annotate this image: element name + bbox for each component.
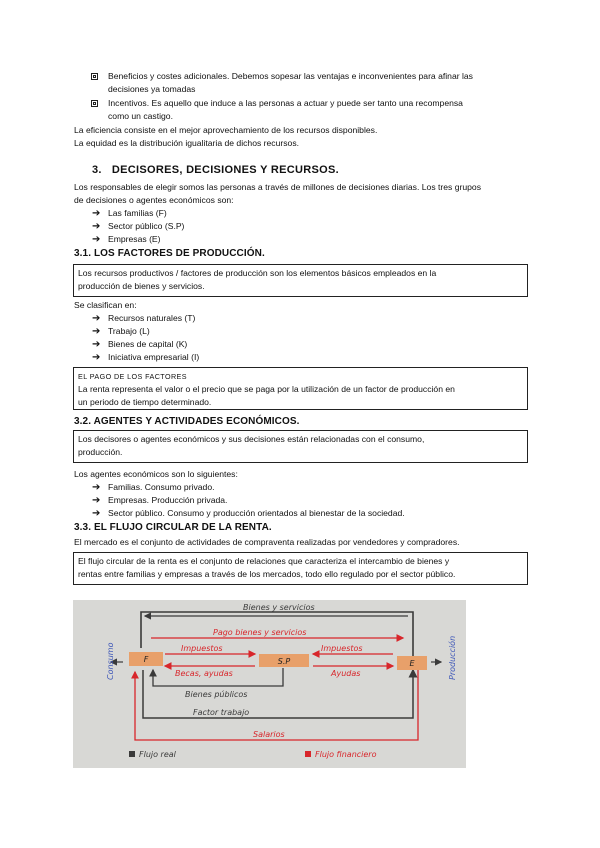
arrow-right-icon: ➔ [92, 482, 101, 493]
definition-box [73, 264, 528, 297]
list-item: ➔ Iniciativa empresarial (I) [92, 352, 200, 363]
bullet-line: Incentivos. Es aquello que induce a las personas a actuar y puede ser tanto una recompensa [108, 98, 463, 108]
para-line: Los responsables de elegir somos las personas a través de millones de decisiones diarias. Los tres grupos [74, 182, 481, 192]
arrow-right-icon: ➔ [92, 208, 101, 219]
arrow-right-icon: ➔ [92, 313, 101, 324]
list-item: ➔ Familias. Consumo privado. [92, 482, 215, 493]
box-line: producción de bienes y servicios. [78, 281, 205, 292]
bullet-line: Beneficios y costes adicionales. Debemos sopesar las ventajas e inconvenientes para afinar las [108, 71, 473, 81]
arrow-right-icon: ➔ [92, 339, 101, 350]
bullet-line: como un castigo. [108, 111, 173, 122]
flujo-box [73, 552, 528, 585]
legend-fin-label: Flujo financiero [315, 750, 377, 759]
list-item: ➔ Trabajo (L) [92, 326, 150, 337]
label-factor-trabajo: Factor trabajo [193, 708, 250, 717]
bullet-text [108, 97, 528, 123]
classify-lead: Se clasifican en: [74, 300, 137, 310]
circular-flow-diagram [73, 600, 466, 768]
label-impuestos-left: Impuestos [181, 644, 223, 653]
para-line: de decisiones o agentes económicos son: [74, 195, 234, 206]
section-3-1-heading: 3.1. LOS FACTORES DE PRODUCCIÓN. [74, 248, 265, 259]
node-f-label: F [143, 655, 149, 664]
list-item: ➔ Sector público (S.P) [92, 221, 185, 232]
list-item: ➔ Empresas. Producción privada. [92, 495, 228, 506]
box-line: rentas entre familias y empresas a través de los mercados, todo ello regulado por el sector público. [78, 569, 456, 580]
label-ayudas: Ayudas [331, 669, 361, 678]
bullet-square-icon [91, 73, 98, 80]
bullet-text [108, 70, 528, 96]
node-e-label: E [409, 659, 415, 668]
bullet-square-icon [91, 100, 98, 107]
label-produccion: Producción [448, 635, 457, 680]
label-pago: Pago bienes y servicios [213, 628, 307, 637]
section-number: 3. [92, 164, 102, 176]
list-item: ➔ Las familias (F) [92, 208, 167, 219]
section-3-paragraph [74, 181, 528, 207]
list-item: ➔ Recursos naturales (T) [92, 313, 196, 324]
mercado-lead: El mercado es el conjunto de actividades de compraventa realizadas por vendedores y compradores. [74, 537, 460, 547]
arrow-right-icon: ➔ [92, 352, 101, 363]
paper-background [73, 600, 466, 768]
arrow-right-icon: ➔ [92, 221, 101, 232]
box-line: Los decisores o agentes económicos y sus decisiones están relacionadas con el consumo, [78, 434, 425, 444]
label-bienes-servicios: Bienes y servicios [243, 603, 315, 612]
box-line: producción. [78, 447, 123, 458]
label-salarios: Salarios [253, 730, 285, 739]
list-item: ➔ Empresas (E) [92, 234, 161, 245]
label-bienes-publicos: Bienes públicos [185, 690, 248, 699]
label-impuestos-right: Impuestos [321, 644, 363, 653]
node-sp-label: S.P [277, 657, 291, 666]
agentes-lead: Los agentes económicos son lo siguientes: [74, 469, 238, 479]
box-line: El flujo circular de la renta es el conjunto de relaciones que caracteriza el intercambio de bienes y [78, 556, 450, 566]
box-line: un periodo de tiempo determinado. [78, 397, 212, 408]
arrow-right-icon: ➔ [92, 508, 101, 519]
section-title: DECISORES, DECISIONES Y RECURSOS. [111, 164, 339, 176]
legend-fin-swatch [305, 751, 311, 757]
section-3-heading [92, 164, 339, 177]
intro-equidad: La equidad es la distribución igualitaria de dichos recursos. [74, 138, 300, 148]
pago-factores-box [73, 367, 528, 410]
intro-eficiencia: La eficiencia consiste en el mejor aprovechamiento de los recursos disponibles. [74, 125, 378, 135]
list-item: ➔ Bienes de capital (K) [92, 339, 188, 350]
agentes-box [73, 430, 528, 463]
list-item: ➔ Sector público. Consumo y producción orientados al bienestar de la sociedad. [92, 508, 405, 519]
legend-real-label: Flujo real [139, 750, 176, 759]
box-title: EL PAGO DE LOS FACTORES [78, 372, 187, 381]
box-line: Los recursos productivos / factores de producción son los elementos básicos empleados en la [78, 268, 437, 278]
arrow-right-icon: ➔ [92, 234, 101, 245]
bullet-line: decisiones ya tomadas [108, 84, 196, 95]
section-3-2-heading: 3.2. AGENTES Y ACTIVIDADES ECONÓMICOS. [74, 416, 300, 427]
box-line: La renta representa el valor o el precio que se paga por la utilización de un factor de producción en [78, 384, 455, 395]
section-3-3-heading: 3.3. EL FLUJO CIRCULAR DE LA RENTA. [74, 522, 272, 533]
arrow-right-icon: ➔ [92, 495, 101, 506]
arrow-right-icon: ➔ [92, 326, 101, 337]
circular-flow-diagram-photo [73, 600, 466, 768]
legend-real-swatch [129, 751, 135, 757]
label-consumo: Consumo [106, 642, 115, 680]
label-becas: Becas, ayudas [175, 669, 233, 678]
